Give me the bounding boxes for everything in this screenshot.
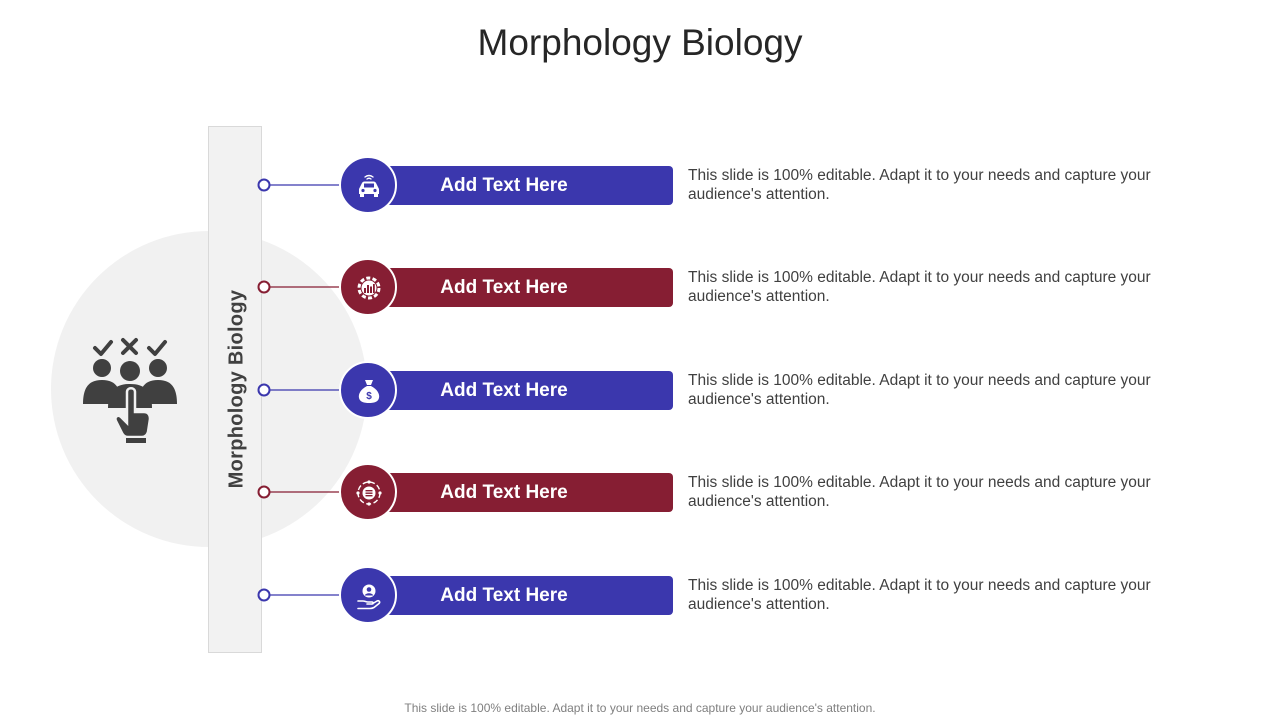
- item-label: Add Text Here: [440, 175, 568, 196]
- page-title: Morphology Biology: [477, 22, 803, 63]
- list-item: [0, 463, 1280, 523]
- cycle-target-icon: [355, 479, 383, 507]
- gear-chart-icon: [355, 274, 383, 302]
- item-icon-circle: [339, 361, 397, 419]
- item-label: Add Text Here: [440, 277, 568, 298]
- connector-line: [257, 361, 347, 421]
- connector-line: [257, 566, 347, 626]
- connector-line: [257, 156, 347, 216]
- item-description: This slide is 100% editable. Adapt it to your needs and capture your audience's attention.: [688, 474, 1151, 510]
- item-label: Add Text Here: [440, 482, 568, 503]
- connector-line: [257, 463, 347, 523]
- list-item: [0, 156, 1280, 216]
- car-icon: [355, 172, 383, 200]
- item-description: This slide is 100% editable. Adapt it to your needs and capture your audience's attention.: [688, 372, 1151, 408]
- item-label: Add Text Here: [440, 380, 568, 401]
- hand-person-icon: [355, 582, 383, 610]
- svg-text:$: $: [366, 391, 372, 402]
- connector-line: [257, 258, 347, 318]
- money-bag-icon: [355, 377, 383, 405]
- footer-note: This slide is 100% editable. Adapt it to your needs and capture your audience's attention.: [404, 701, 876, 715]
- item-icon-circle: [339, 566, 397, 624]
- item-label: Add Text Here: [440, 585, 568, 606]
- item-description: This slide is 100% editable. Adapt it to your needs and capture your audience's attention.: [688, 577, 1151, 613]
- item-icon-circle: [339, 156, 397, 214]
- item-icon-circle: [339, 258, 397, 316]
- vertical-panel-label: Morphology Biology: [225, 289, 248, 489]
- list-item: [0, 258, 1280, 318]
- item-description: This slide is 100% editable. Adapt it to your needs and capture your audience's attention.: [688, 167, 1151, 203]
- item-description: This slide is 100% editable. Adapt it to your needs and capture your audience's attention.: [688, 269, 1151, 305]
- list-item: [0, 361, 1280, 421]
- list-item: [0, 566, 1280, 626]
- item-icon-circle: [339, 463, 397, 521]
